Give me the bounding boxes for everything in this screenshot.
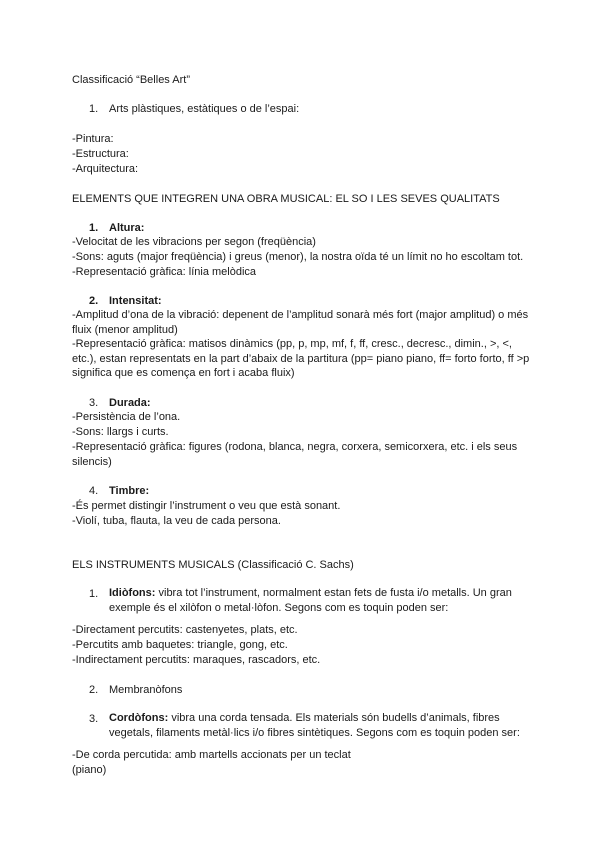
text-line: (piano) xyxy=(72,764,107,776)
paragraph: -Amplitud d’ona de la vibració: depenent de l’amplitud sonarà més fort (major amplitud) o més fluix (menor amplitud) xyxy=(72,309,529,336)
durada-title: Durada: xyxy=(109,397,151,409)
text-line: -Velocitat de les vibracions per segon (freqüència) xyxy=(72,236,316,248)
cordofons-title: Cordòfons: xyxy=(109,712,169,724)
list-number: 2. xyxy=(89,684,99,696)
list-item: -Pintura: xyxy=(72,133,114,145)
text-line: -De corda percutida: amb martells accionats per un teclat xyxy=(72,749,351,761)
list-number: 1. xyxy=(89,588,99,600)
idiofons-title: Idiòfons: xyxy=(109,587,156,599)
text-line: -Sons: aguts (major freqüència) i greus (menor), la nostra oïda té un límit no ho escoltam tot. xyxy=(72,251,524,263)
idiofons-paragraph xyxy=(109,586,534,616)
text-line: -Persistència de l’ona. xyxy=(72,411,181,423)
list-number: 3. xyxy=(89,713,99,725)
membranofons-label: Membranòfons xyxy=(109,684,183,696)
cordofons-text: vibra una corda tensada. Els materials són budells d’animals, fibres vegetals, filaments metàl·lics i/o fibres sintètiques. Segons com es toquin poden ser: xyxy=(109,712,520,739)
text-line: -Violí, tuba, flauta, la veu de cada persona. xyxy=(72,515,281,527)
list-number: 1. xyxy=(89,222,99,234)
document-title: Classificació “Belles Art” xyxy=(72,74,190,86)
list-number: 1. xyxy=(89,103,99,115)
timbre-title: Timbre: xyxy=(109,485,150,497)
text-line: -És permet distingir l’instrument o veu que està sonant. xyxy=(72,500,341,512)
idiofons-text: vibra tot l’instrument, normalment estan fets de fusta i/o metalls. Un gran exemple és el xilòfon o metal·lòfon. Segons com es toquin poden ser: xyxy=(109,587,512,614)
paragraph: -Representació gràfica: matisos dinàmics (pp, p, mp, mf, f, ff, cresc., decresc., dimin., >, <, etc.), estan representats en la part d’abaix de la partitura (pp= piano piano, ff= forto forto, ff >p significa que es comença en fort i acaba fluix) xyxy=(72,338,530,379)
list-item: -Estructura: xyxy=(72,148,129,160)
list-item: -Directament percutits: castenyetes, plats, etc. xyxy=(72,624,298,636)
list-number: 3. xyxy=(89,397,99,409)
list-number: 4. xyxy=(89,485,99,497)
list-number: 2. xyxy=(89,295,99,307)
list-item: -Indirectament percutits: maraques, rascadors, etc. xyxy=(72,654,321,666)
list-item: -Percutits amb baquetes: triangle, gong, etc. xyxy=(72,639,288,651)
list-item: -Arquitectura: xyxy=(72,163,139,175)
intensitat-title: Intensitat: xyxy=(109,295,162,307)
text-line: -Representació gràfica: línia melòdica xyxy=(72,266,257,278)
paragraph: -Representació gràfica: figures (rodona, blanca, negra, corxera, semicorxera, etc. i els seus silencis) xyxy=(72,441,518,468)
section-heading: ELS INSTRUMENTS MUSICALS (Classificació C. Sachs) xyxy=(72,559,354,571)
text-line: -Sons: llargs i curts. xyxy=(72,426,169,438)
section1-heading: Arts plàstiques, estàtiques o de l’espai: xyxy=(109,103,300,115)
cordofons-paragraph xyxy=(109,711,534,741)
altura-title: Altura: xyxy=(109,222,145,234)
section-heading: ELEMENTS QUE INTEGREN UNA OBRA MUSICAL: EL SO I LES SEVES QUALITATS xyxy=(72,193,500,205)
